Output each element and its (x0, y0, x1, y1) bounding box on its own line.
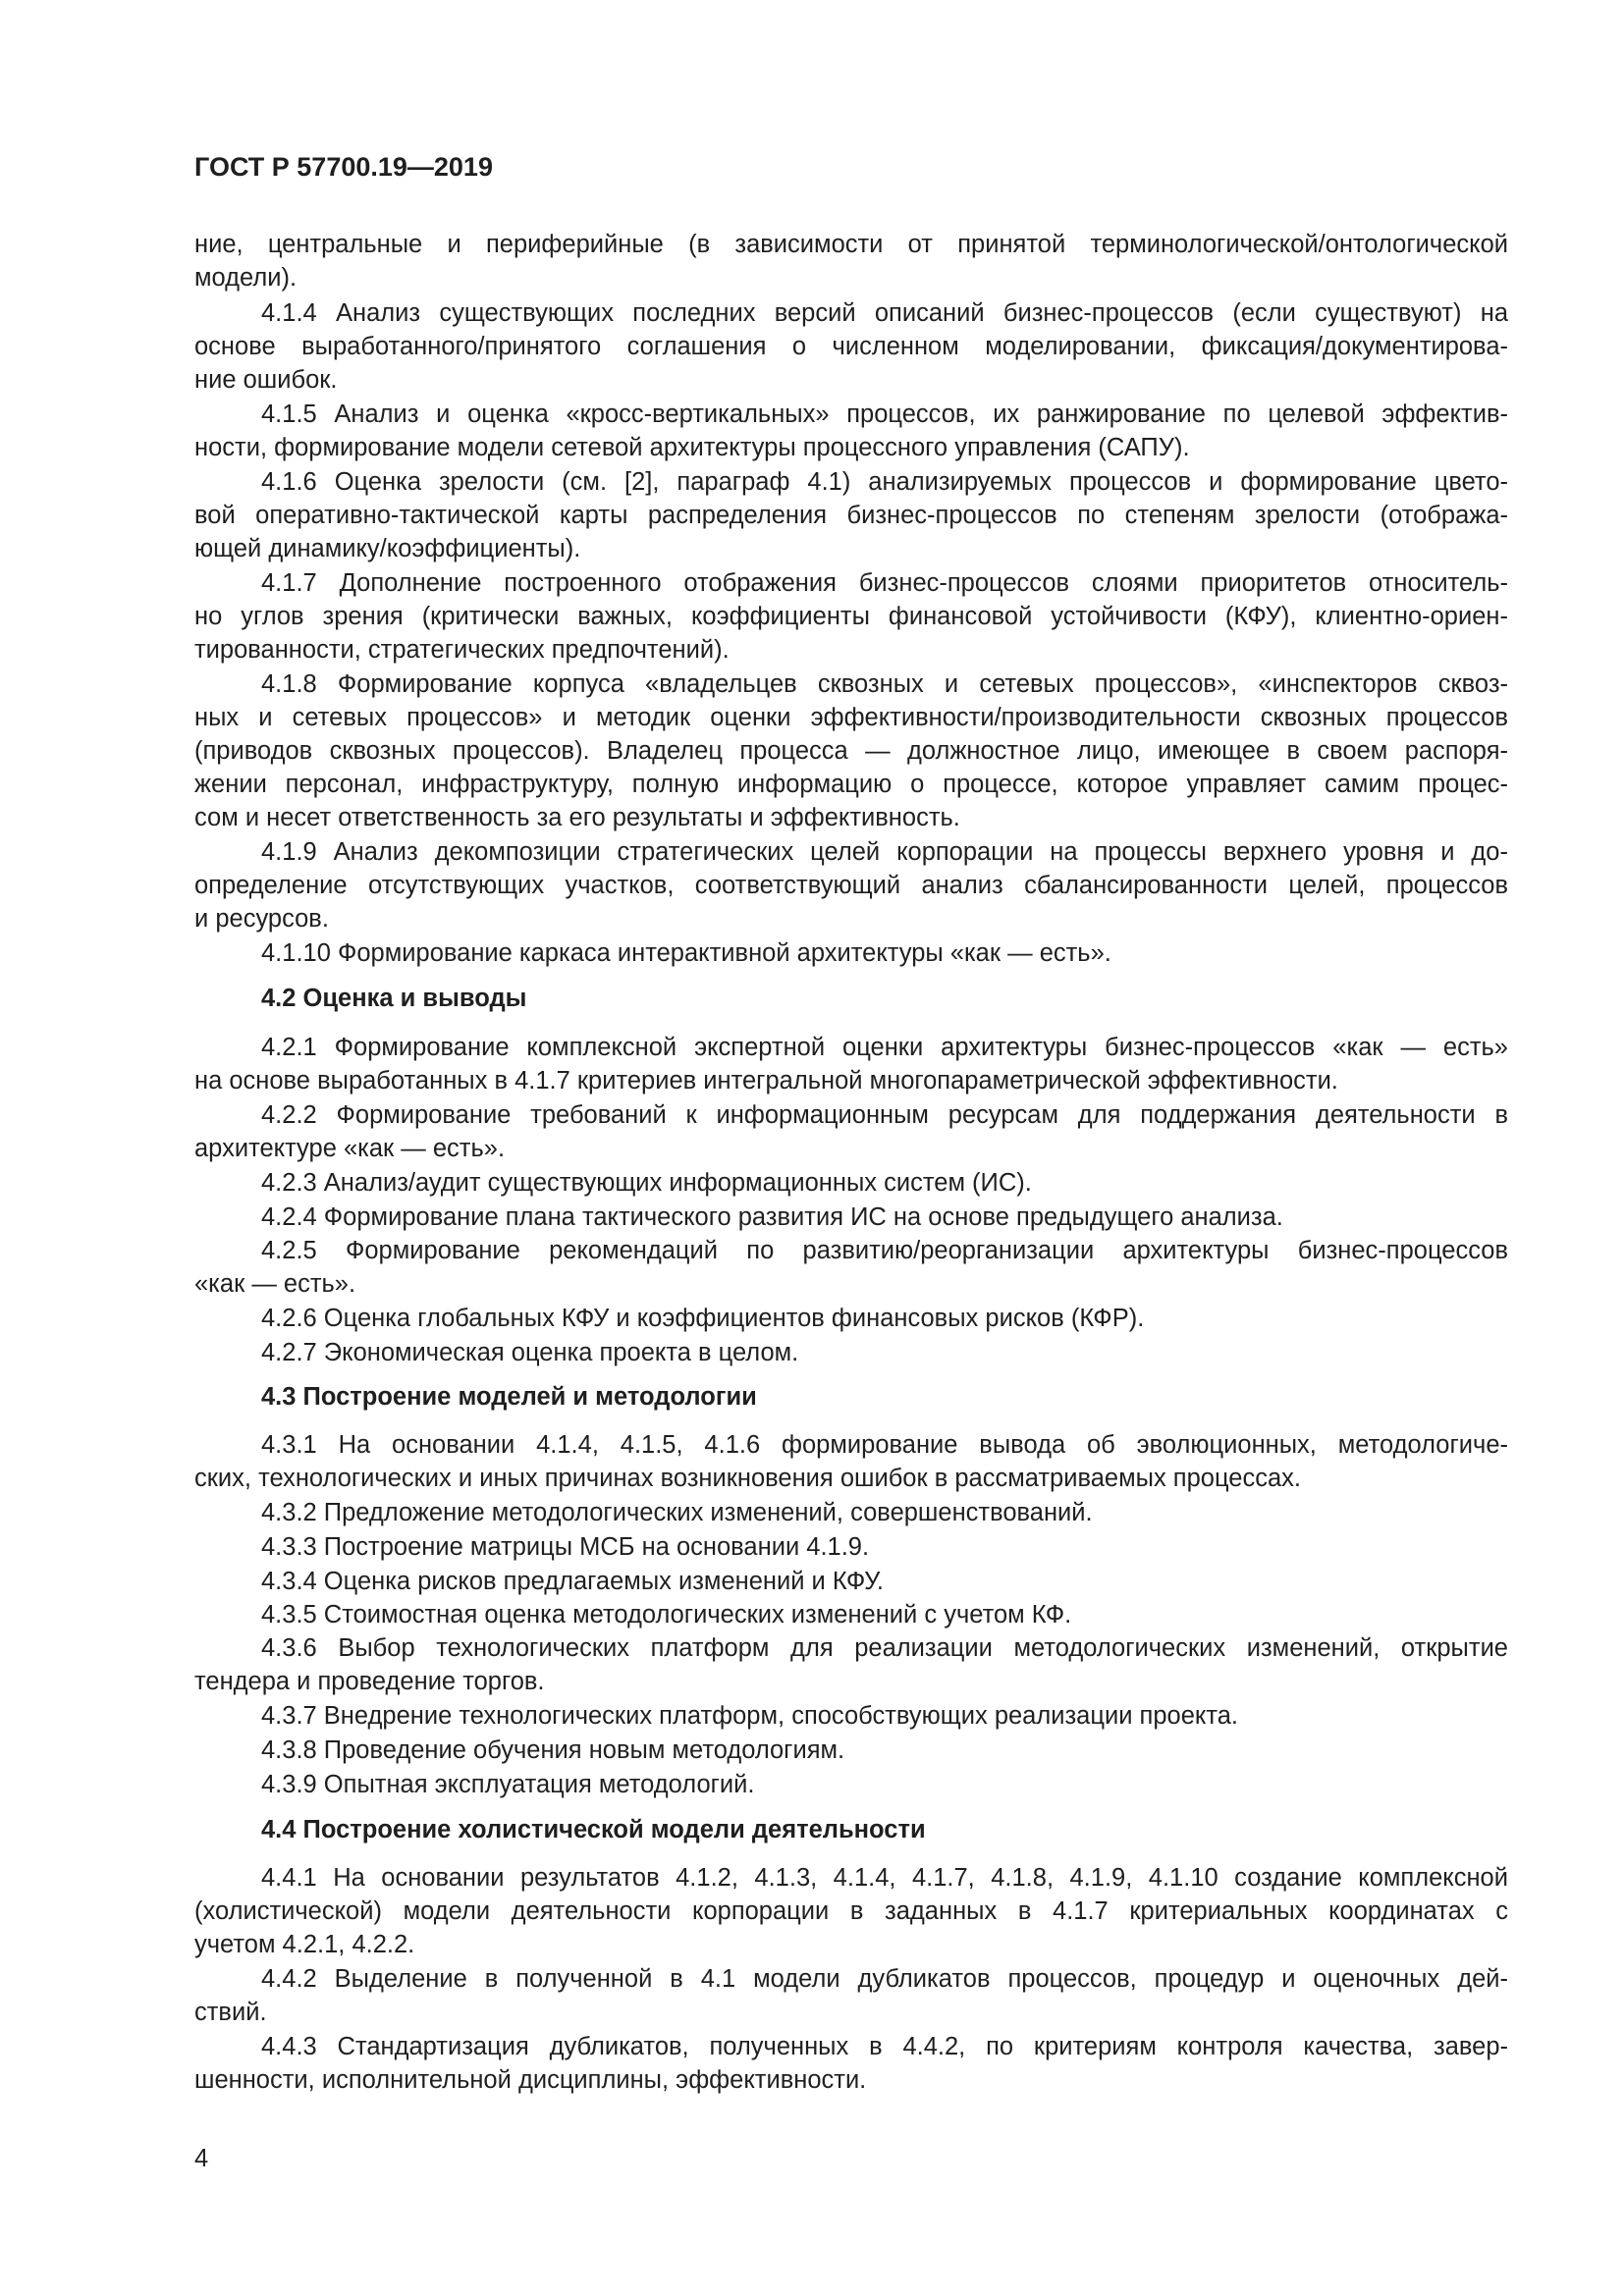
text-line: 4.2.7 Экономическая оценка проекта в целом. (261, 1339, 799, 1366)
section-heading: 4.4 Построение холистической модели деятельности (261, 1816, 926, 1843)
text-line: 4.3.1 На основании 4.1.4, 4.1.5, 4.1.6 формирование вывода об эволюционных, методологиче- (261, 1431, 1508, 1459)
text-line: «как — есть». (194, 1270, 356, 1298)
text-line: но углов зрения (критически важных, коэффициенты финансовой устойчивости (КФУ), клиентно-ориен- (194, 603, 1508, 630)
text-line: 4.2.2 Формирование требований к информационным ресурсам для поддержания деятельности в (261, 1101, 1508, 1129)
text-line: 4.1.4 Анализ существующих последних версий описаний бизнес-процессов (если существуют) на (261, 299, 1508, 327)
text-line: 4.1.6 Оценка зрелости (см. [2], параграф 4.1) анализируемых процессов и формирование цвето- (261, 468, 1508, 496)
text-line: 4.2.5 Формирование рекомендаций по развитию/реорганизации архитектуры бизнес-процессов (261, 1237, 1508, 1264)
text-line: 4.2.3 Анализ/аудит существующих информационных систем (ИС). (261, 1169, 1032, 1197)
text-line: ных и сетевых процессов» и методик оценки эффективности/производительности сквозных процессов (194, 704, 1508, 731)
text-line: 4.4.2 Выделение в полученной в 4.1 модели дубликатов процессов, процедур и оценочных дей- (261, 1965, 1508, 1993)
text-line: ствий. (194, 1999, 267, 2026)
text-line: тированности, стратегических предпочтений). (194, 636, 730, 664)
text-line: 4.2.4 Формирование плана тактического развития ИС на основе предыдущего анализа. (261, 1203, 1283, 1231)
text-line: 4.4.1 На основании результатов 4.1.2, 4.1.3, 4.1.4, 4.1.7, 4.1.8, 4.1.9, 4.1.10 создание комплексной (261, 1864, 1508, 1892)
section-heading: 4.2 Оценка и выводы (261, 985, 527, 1012)
text-line: 4.3.6 Выбор технологических платформ для реализации методологических изменений, открытие (261, 1634, 1508, 1662)
text-line: 4.4.3 Стандартизация дубликатов, полученных в 4.4.2, по критериям контроля качества, завер- (261, 2033, 1508, 2060)
document-header: ГОСТ Р 57700.19—2019 (194, 152, 493, 182)
text-line: 4.1.7 Дополнение построенного отображения бизнес-процессов слоями приоритетов относитель- (261, 569, 1508, 597)
text-line: ских, технологических и иных причинах возникновения ошибок в рассматриваемых процессах. (194, 1465, 1301, 1492)
text-line: и ресурсов. (194, 905, 329, 933)
text-line: вой оперативно-тактической карты распределения бизнес-процессов по степеням зрелости (отобража- (194, 502, 1508, 529)
text-line: жении персонал, инфраструктуру, полную информацию о процессе, которое управляет самим процес- (194, 771, 1508, 798)
text-line: модели). (194, 264, 298, 292)
text-line: 4.1.9 Анализ декомпозиции стратегических целей корпорации на процессы верхнего уровня и до- (261, 838, 1508, 866)
text-line: ющей динамику/коэффициенты). (194, 535, 581, 562)
text-line: 4.1.8 Формирование корпуса «владельцев сквозных и сетевых процессов», «инспекторов сквоз- (261, 670, 1508, 698)
page-number: 4 (194, 2145, 209, 2172)
text-line: 4.3.7 Внедрение технологических платформ, способствующих реализации проекта. (261, 1702, 1238, 1730)
text-line: 4.3.3 Построение матрицы МСБ на основании 4.1.9. (261, 1533, 870, 1561)
text-line: 4.3.5 Стоимостная оценка методологических изменений с учетом КФ. (261, 1601, 1072, 1629)
text-line: 4.1.10 Формирование каркаса интерактивной архитектуры «как — есть». (261, 939, 1111, 967)
text-line: ние ошибок. (194, 366, 338, 394)
text-line: основе выработанного/принятого соглашения о численном моделировании, фиксация/документирова- (194, 333, 1508, 360)
text-line: шенности, исполнительной дисциплины, эффективности. (194, 2066, 867, 2094)
text-line: 4.3.4 Оценка рисков предлагаемых изменений и КФУ. (261, 1568, 885, 1595)
text-line: ности, формирование модели сетевой архитектуры процессного управления (САПУ). (194, 434, 1190, 461)
text-line: учетом 4.2.1, 4.2.2. (194, 1931, 415, 1958)
text-line: ние, центральные и периферийные (в зависимости от принятой терминологической/онтологической (194, 231, 1508, 258)
text-line: тендера и проведение торгов. (194, 1668, 545, 1695)
text-line: сом и несет ответственность за его результаты и эффективность. (194, 804, 960, 831)
text-line: 4.3.9 Опытная эксплуатация методологий. (261, 1771, 755, 1798)
section-heading: 4.3 Построение моделей и методологии (261, 1383, 757, 1411)
text-line: 4.3.8 Проведение обучения новым методологиям. (261, 1736, 845, 1764)
text-line: (приводов сквозных процессов). Владелец процесса — должностное лицо, имеющее в своем распоря- (194, 737, 1508, 765)
text-line: 4.2.6 Оценка глобальных КФУ и коэффициентов финансовых рисков (КФР). (261, 1305, 1145, 1332)
text-line: на основе выработанных в 4.1.7 критериев интегральной многопараметрической эффективности. (194, 1067, 1338, 1095)
text-line: 4.3.2 Предложение методологических изменений, совершенствований. (261, 1499, 1093, 1526)
text-line: (холистической) модели деятельности корпорации в заданных в 4.1.7 критериальных координатах с (194, 1897, 1508, 1925)
text-line: 4.1.5 Анализ и оценка «кросс-вертикальных» процессов, их ранжирование по целевой эффектив- (261, 400, 1508, 428)
text-line: 4.2.1 Формирование комплексной экспертной оценки архитектуры бизнес-процессов «как — есть» (261, 1034, 1508, 1061)
text-line: архитектуре «как — есть». (194, 1135, 506, 1162)
text-line: определение отсутствующих участков, соответствующий анализ сбалансированности целей, процессов (194, 872, 1508, 899)
